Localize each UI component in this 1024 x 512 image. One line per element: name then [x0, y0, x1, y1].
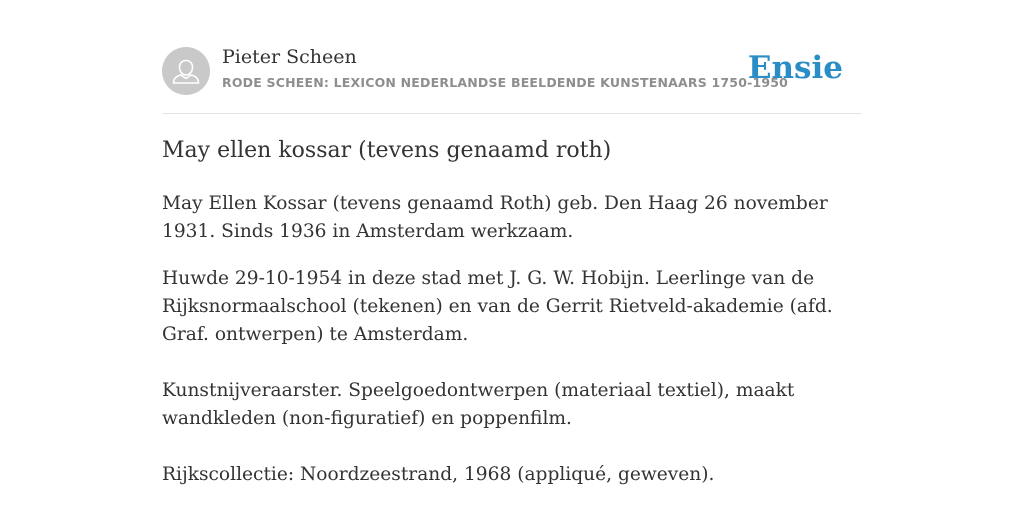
divider	[162, 113, 862, 114]
article-body	[162, 190, 862, 508]
brand-logo[interactable]: Ensie	[747, 50, 843, 86]
paragraph: Rijkscollectie: Noordzeestrand, 1968 (appliqué, geweven).	[162, 464, 715, 485]
user-icon	[162, 47, 210, 95]
page-title: May ellen kossar (tevens genaamd roth)	[162, 138, 612, 163]
avatar[interactable]	[162, 47, 210, 95]
header	[162, 46, 862, 96]
paragraph: May Ellen Kossar (tevens genaamd Roth) geb. Den Haag 26 november 1931. Sinds 1936 in Amsterdam werkzaam.	[162, 193, 828, 242]
paragraph: Huwde 29-10-1954 in deze stad met J. G. W. Hobijn. Leerlinge van de Rijksnormaalschool (tekenen) en van de Gerrit Rietveld-akademie (afd. Graf. ontwerpen) te Amsterdam.	[162, 268, 833, 345]
author-name[interactable]: Pieter Scheen	[222, 46, 357, 68]
paragraph: Kunstnijveraarster. Speelgoedontwerpen (materiaal textiel), maakt wandkleden (non-figuratief) en poppenfilm.	[162, 380, 795, 429]
source-title[interactable]: RODE SCHEEN: LEXICON NEDERLANDSE BEELDENDE KUNSTENAARS 1750-1950	[222, 75, 789, 90]
